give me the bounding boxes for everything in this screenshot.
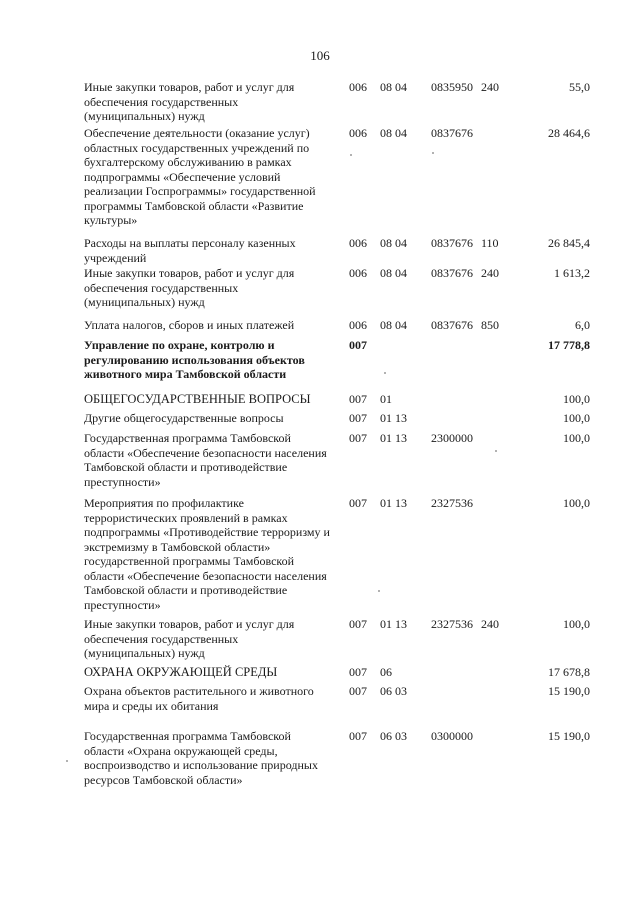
- target-code: 0837676: [431, 236, 473, 250]
- expense-type: 110: [481, 236, 499, 250]
- amount: 100,0: [563, 617, 590, 631]
- amount: 28 464,6: [548, 126, 590, 140]
- scan-speck: [432, 152, 434, 154]
- target-code: 0837676: [431, 126, 473, 140]
- target-code: 0300000: [431, 729, 473, 743]
- admin-code: 006: [349, 236, 367, 250]
- row-name: Обеспечение деятельности (оказание услуг) областных государственных учреждений по бухгалтерскому обслуживанию в рамках подпрограммы «Обеспечение условий реализации Госпрограммы» государственной программы Тамбовской области «Развитие культуры»: [84, 126, 316, 227]
- row-name: Управление по охране, контролю и регулированию использования объектов животного мира Тамбовской области: [84, 338, 305, 381]
- expense-type: 240: [481, 617, 499, 631]
- target-code: 2300000: [431, 431, 473, 445]
- row-name: Государственная программа Тамбовской области «Обеспечение безопасности населения Тамбовской области и противодействие преступности»: [84, 431, 327, 489]
- scan-speck: [495, 450, 497, 452]
- amount: 6,0: [575, 318, 590, 332]
- section-code: 08 04: [380, 126, 407, 140]
- expense-type: 240: [481, 80, 499, 94]
- admin-code: 007: [349, 496, 367, 510]
- section-code: 01 13: [380, 496, 407, 510]
- section-code: 01 13: [380, 411, 407, 425]
- section-code: 08 04: [380, 236, 407, 250]
- admin-code: 007: [349, 729, 367, 743]
- section-code: 06 03: [380, 729, 407, 743]
- amount: 15 190,0: [548, 729, 590, 743]
- amount: 15 190,0: [548, 684, 590, 698]
- admin-code: 006: [349, 318, 367, 332]
- amount: 100,0: [563, 431, 590, 445]
- table-row: [84, 266, 590, 310]
- target-code: 2327536: [431, 496, 473, 510]
- row-name: ОБЩЕГОСУДАРСТВЕННЫЕ ВОПРОСЫ: [84, 392, 311, 406]
- table-row: [84, 665, 590, 680]
- scan-speck: [378, 590, 380, 592]
- section-code: 01: [380, 392, 392, 406]
- table-row: [84, 318, 590, 333]
- table-row: [84, 338, 590, 382]
- amount: 26 845,4: [548, 236, 590, 250]
- table-row: [84, 496, 590, 612]
- amount: 1 613,2: [554, 266, 590, 280]
- table-row: [84, 126, 590, 228]
- section-code: 08 04: [380, 80, 407, 94]
- admin-code: 006: [349, 126, 367, 140]
- admin-code: 007: [349, 665, 367, 679]
- amount: 100,0: [563, 496, 590, 510]
- scan-speck: [350, 154, 352, 156]
- row-name: Иные закупки товаров, работ и услуг для обеспечения государственных (муниципальных) нужд: [84, 617, 295, 660]
- section-code: 01 13: [380, 431, 407, 445]
- table-row: [84, 392, 590, 407]
- target-code: 0835950: [431, 80, 473, 94]
- target-code: 0837676: [431, 318, 473, 332]
- row-name: Уплата налогов, сборов и иных платежей: [84, 318, 295, 332]
- row-name: Охрана объектов растительного и животного мира и среды их обитания: [84, 684, 314, 713]
- target-code: 2327536: [431, 617, 473, 631]
- admin-code: 006: [349, 80, 367, 94]
- table-row: [84, 411, 590, 426]
- scan-speck: [384, 372, 386, 374]
- row-name: Расходы на выплаты персоналу казенных учреждений: [84, 236, 296, 265]
- table-row: [84, 431, 590, 489]
- amount: 17 778,8: [548, 338, 590, 352]
- scan-speck: [66, 760, 68, 762]
- admin-code: 007: [349, 338, 367, 352]
- table-row: [84, 236, 590, 265]
- section-code: 08 04: [380, 266, 407, 280]
- row-name: Другие общегосударственные вопросы: [84, 411, 284, 425]
- section-code: 08 04: [380, 318, 407, 332]
- table-row: [84, 617, 590, 661]
- section-code: 06: [380, 665, 392, 679]
- expense-type: 240: [481, 266, 499, 280]
- table-row: [84, 684, 590, 713]
- section-code: 01 13: [380, 617, 407, 631]
- row-name: Иные закупки товаров, работ и услуг для обеспечения государственных (муниципальных) нужд: [84, 266, 295, 309]
- section-code: 06 03: [380, 684, 407, 698]
- row-name: Мероприятия по профилактике террористических проявлений в рамках подпрограммы «Противодействие терроризму и экстремизму в Тамбовской области» государственной программы Тамбовской области «Обеспечение безопасности населения Тамбовской области и противодействие преступности»: [84, 496, 330, 612]
- row-name: ОХРАНА ОКРУЖАЮЩЕЙ СРЕДЫ: [84, 665, 278, 679]
- table-row: [84, 80, 590, 124]
- table-row: [84, 729, 590, 787]
- expense-type: 850: [481, 318, 499, 332]
- row-name: Государственная программа Тамбовской области «Охрана окружающей среды, воспроизводство и использование природных ресурсов Тамбовской области»: [84, 729, 318, 787]
- row-name: Иные закупки товаров, работ и услуг для обеспечения государственных (муниципальных) нужд: [84, 80, 295, 123]
- admin-code: 007: [349, 411, 367, 425]
- amount: 17 678,8: [548, 665, 590, 679]
- admin-code: 007: [349, 617, 367, 631]
- amount: 100,0: [563, 411, 590, 425]
- page-number: 106: [310, 48, 330, 63]
- amount: 100,0: [563, 392, 590, 406]
- admin-code: 006: [349, 266, 367, 280]
- admin-code: 007: [349, 684, 367, 698]
- amount: 55,0: [569, 80, 590, 94]
- admin-code: 007: [349, 431, 367, 445]
- target-code: 0837676: [431, 266, 473, 280]
- admin-code: 007: [349, 392, 367, 406]
